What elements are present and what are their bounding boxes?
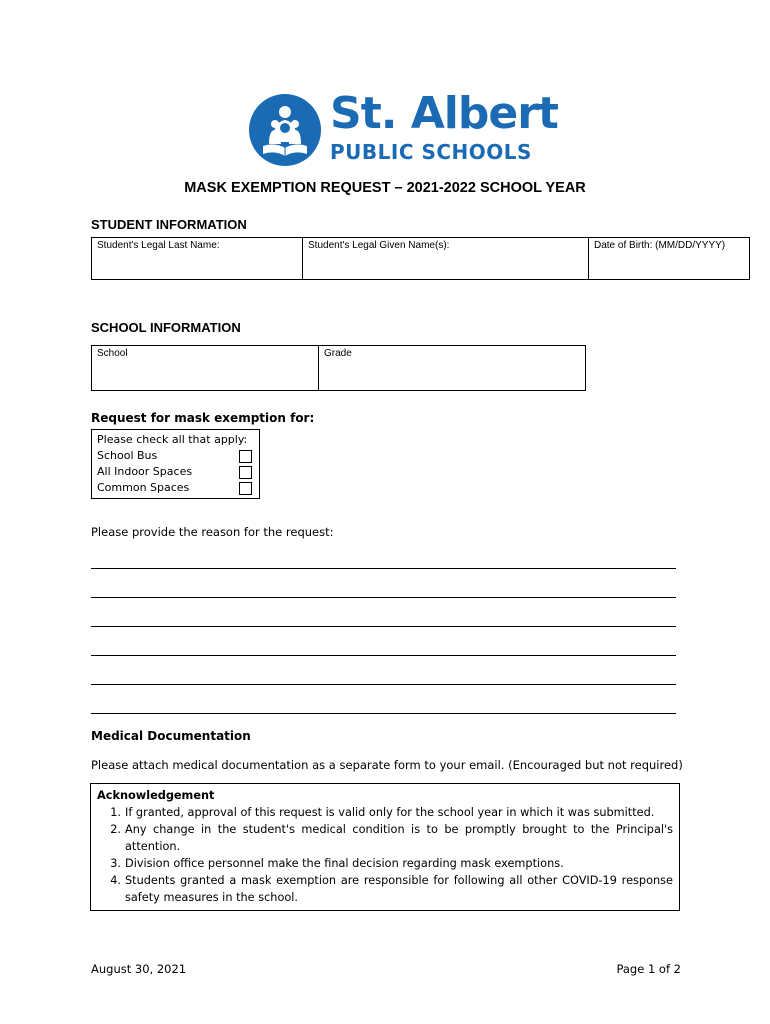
option-school-bus[interactable]: School Bus	[97, 448, 254, 464]
medical-heading: Medical Documentation	[91, 729, 251, 743]
reason-line-5[interactable]	[91, 684, 676, 685]
dob-field[interactable]: Date of Birth: (MM/DD/YYYY)	[589, 238, 750, 280]
school-info-heading: SCHOOL INFORMATION	[91, 320, 241, 335]
acknowledgement-box	[90, 783, 680, 911]
ack-item-2: 2. Any change in the student's medical condition is to be promptly brought to the Principal's attention.	[110, 823, 673, 853]
common-spaces-checkbox[interactable]	[239, 482, 252, 495]
logo-name: St. Albert	[330, 88, 558, 139]
reason-line-1[interactable]	[91, 568, 676, 569]
reason-line-6[interactable]	[91, 713, 676, 714]
ack-item-4: 4. Students granted a mask exemption are responsible for following all other COVID-19 response safety measures in the school.	[110, 874, 673, 904]
option-indoor-spaces[interactable]: All Indoor Spaces	[97, 464, 254, 480]
request-heading: Request for mask exemption for:	[91, 411, 315, 425]
logo-emblem-icon	[245, 92, 325, 172]
last-name-field[interactable]: Student's Legal Last Name:	[92, 238, 303, 280]
logo-subtitle: PUBLIC SCHOOLS	[330, 140, 532, 164]
school-info-table	[91, 345, 586, 391]
footer-date: August 30, 2021	[91, 962, 187, 976]
acknowledgement-heading: Acknowledgement	[97, 789, 215, 802]
check-instruction: Please check all that apply:	[97, 433, 248, 446]
reason-line-2[interactable]	[91, 597, 676, 598]
student-info-table	[91, 237, 750, 280]
reason-line-4[interactable]	[91, 655, 676, 656]
reason-line-3[interactable]	[91, 626, 676, 627]
school-bus-checkbox[interactable]	[239, 450, 252, 463]
option-common-spaces[interactable]: Common Spaces	[97, 480, 254, 496]
school-field[interactable]: School	[92, 346, 319, 391]
indoor-spaces-checkbox[interactable]	[239, 466, 252, 479]
ack-item-3: 3. Division office personnel make the final decision regarding mask exemptions.	[110, 857, 564, 870]
ack-item-1: 1. If granted, approval of this request is valid only for the school year in which it was submitted.	[110, 806, 655, 819]
medical-text: Please attach medical documentation as a separate form to your email. (Encouraged but not required)	[91, 758, 683, 772]
given-name-field[interactable]: Student's Legal Given Name(s):	[303, 238, 589, 280]
reason-prompt: Please provide the reason for the request:	[91, 525, 334, 539]
document-title: MASK EXEMPTION REQUEST – 2021-2022 SCHOOL YEAR	[184, 180, 586, 196]
page-number: Page 1 of 2	[616, 962, 681, 976]
exemption-options-box	[91, 429, 260, 499]
student-info-heading: STUDENT INFORMATION	[91, 217, 247, 232]
grade-field[interactable]: Grade	[319, 346, 586, 391]
